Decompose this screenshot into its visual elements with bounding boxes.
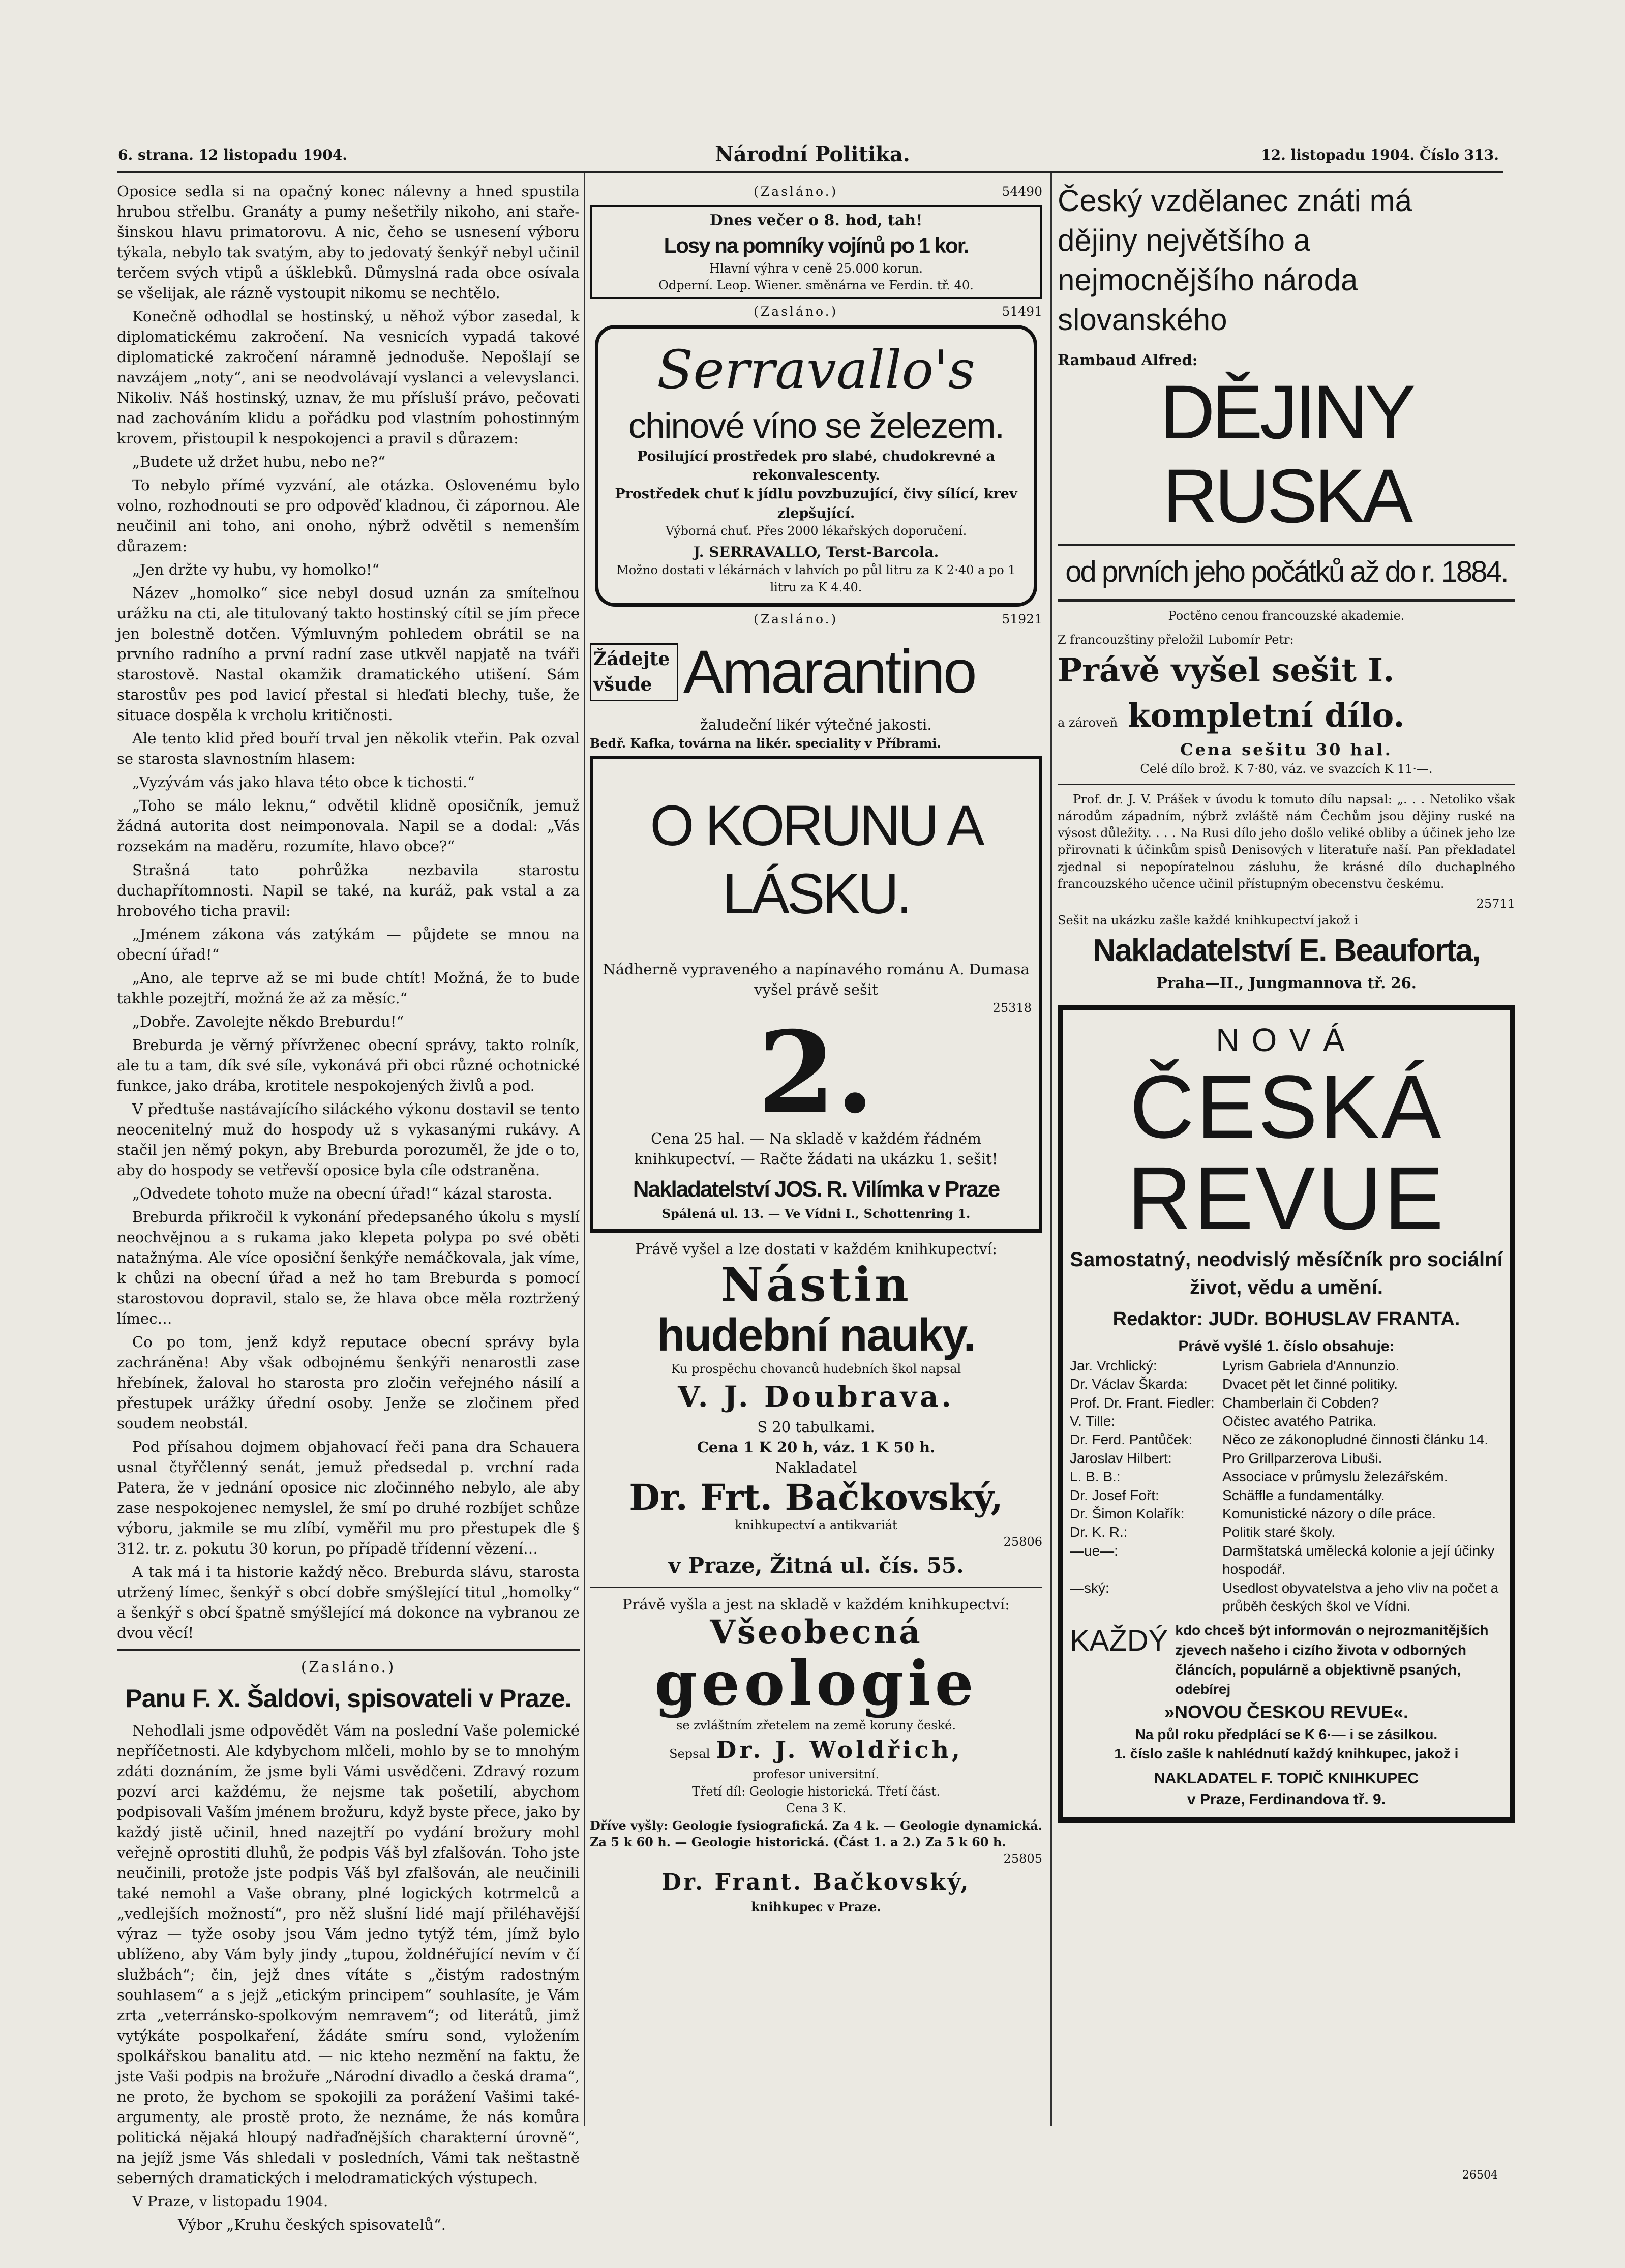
- ruska-issue: Právě vyšel sešit I.: [1058, 651, 1395, 690]
- dumas-price: Cena 25 hal. — Na skladě v každém řádném knihkupectví. — Račte žádati na ukázku 1. sešit!: [634, 1129, 998, 1168]
- column-divider-1: [584, 173, 585, 2126]
- backovsky-address: v Praze, Žitná ul. čís. 55.: [668, 1553, 964, 1578]
- header-date-left: 6. strana. 12 listopadu 1904.: [118, 146, 348, 163]
- ad-code: 51491: [1002, 304, 1042, 319]
- ruska-author: Rambaud Alfred:: [1058, 351, 1198, 369]
- lottery-line: Odperní. Leop. Wiener. směnárna ve Ferdin. tř. 40.: [658, 278, 974, 292]
- list-item: [1070, 1542, 1503, 1579]
- contents-author: Dr. K. R.:: [1070, 1524, 1128, 1540]
- beaufort-address: Praha—II., Jungmannova tř. 26.: [1156, 974, 1417, 992]
- ruska-subtitle: od prvních jeho počátků až do r. 1884.: [1065, 555, 1508, 589]
- amarantino-ask: Žádejte všude: [590, 643, 678, 701]
- doubrava-title: Nástin: [720, 1257, 912, 1312]
- letter-signature: Výbor „Kruhu českých spisovatelů“.: [178, 2216, 446, 2234]
- article-paragraph: „Jménem zákona vás zatýkám — půjdete se mnou na obecní úřad!“: [117, 925, 580, 963]
- amarantino-maker: Bedř. Kafka, továrna na likér. speciality v Příbrami.: [590, 735, 941, 751]
- list-item: [1070, 1357, 1503, 1375]
- doubrava-title: hudební nauky.: [657, 1309, 975, 1361]
- ad-header: [590, 303, 1042, 321]
- article-paragraph: Konečně odhodlal se hostinský, u něhož výbor zasedal, k diplomatickému zakročení. Na vesnicích vypadá takové diplomatické zakročení náramně jednoduše. Nepošlají se navzájem „noty“, ani se neodvolávají vyslanci a velevyslanci. Nikoliv. Náš hostinský, uznav, že mu přísluší právo, pečovati nad zachováním klidu a pořádku pod vlastním pohostinným krovem, přistoupil k nespokojenci a pravil s důrazem:: [117, 308, 580, 447]
- article-paragraph: Strašná tato pohrůžka nezbavila starostu duchapřítomnosti. Napil se také, na kuráž, pak vstal a za hrobového ticha pravil:: [117, 861, 580, 919]
- revue-publisher: NAKLADATEL F. TOPIČ KNIHKUPEC: [1154, 1770, 1419, 1787]
- footer-code: 26504: [1462, 2169, 1498, 2182]
- article-paragraph: „Toho se málo leknu,“ odvětil klidně oposičník, jemuž žádná autorita dost neimponovala. Napil se a dodal: „Vás rozsekám na maděru, rozumíte, hlavo obce?“: [117, 797, 580, 855]
- ruska-sample: Sešit na ukázku zašle každé knihkupectví jakož i: [1058, 913, 1358, 928]
- article-paragraph: „Vyzývám vás jako hlava této obce k tichosti.“: [132, 773, 475, 791]
- column-divider-2: [1050, 173, 1052, 2126]
- doubrava-nakl: Nakladatel: [775, 1459, 857, 1477]
- doubrava-desc: Ku prospěchu chovanců hudebních škol napsal: [671, 1361, 961, 1376]
- amarantino-desc: žaludeční likér výtečné jakosti.: [700, 715, 932, 733]
- ad-intro: Právě vyšel a lze dostati v každém knihkupectví:: [635, 1240, 997, 1258]
- article-paragraph: Oposice sedla si na opačný konec nálevny a hned spustila hrubou střelbu. Granáty a pumy nešetřily nikoho, ani stařešinskou hlavu primatorovu. A nic, čeho se usnesení výboru týkala, nebylo tak svatým, aby to jedovatý šenkýř nebyl učinil terčem svých vtipů a úšklebků. Důmyslná rada obce osívala se všelijak, ale rázně vystoupit nikomu se nechtělo.: [117, 183, 580, 302]
- revue-nova: NOVÁ: [1216, 1021, 1357, 1058]
- list-item: [1070, 1579, 1503, 1616]
- ad-code: 25711: [1476, 896, 1515, 911]
- serravallo-line: Prostředek chuť k jídlu povzbuzující, čivy sílící, krev zlepšující.: [615, 486, 1017, 521]
- contents-title: Associace v průmyslu železářském.: [1222, 1469, 1448, 1485]
- separator: [590, 1587, 1042, 1588]
- dumas-desc: Nádherně vypraveného a napínavého románu A. Dumasa vyšel právě sešit: [603, 960, 1030, 998]
- separator: [117, 1649, 580, 1651]
- backovsky-name: Dr. Frant. Bačkovský,: [661, 1869, 971, 1896]
- ad-header: [590, 183, 1042, 201]
- separator: [1058, 784, 1515, 785]
- contents-title: Dvacet pět let činné politiky.: [1222, 1376, 1398, 1392]
- contents-title: Chamberlain či Cobden?: [1222, 1394, 1379, 1411]
- separator: [1058, 544, 1515, 546]
- geology-title: Všeobecná: [710, 1613, 922, 1651]
- ruska-issue: kompletní dílo.: [1128, 696, 1405, 735]
- dumas-title: O KORUNU A LÁSKU.: [650, 793, 982, 926]
- backovsky-name: Dr. Frt. Bačkovský,: [629, 1476, 1003, 1519]
- article-paragraph: Ale tento klid před bouří trval jen několik vteřin. Pak ozval se starosta slavnostním hlasem:: [117, 730, 580, 768]
- revue-contents-list: [1070, 1357, 1503, 1616]
- lottery-ad: [590, 205, 1042, 300]
- geology-prof: profesor universitní.: [753, 1767, 880, 1782]
- letter-place: V Praze, v listopadu 1904.: [132, 2193, 328, 2211]
- article-paragraph: A tak má i ta historie každý něco. Breburda slávu, starosta utržený límec, šenkýř s obcí dobře smýšlející titul „homolky“ a šenkýř s obcí špatně smýšlející má dokonce na vybranou ze dvou věcí!: [117, 1563, 580, 1642]
- article-paragraph: „Jen držte vy hubu, vy homolko!“: [132, 561, 380, 579]
- serravallo-line: Posilující prostředek pro slabé, chudokrevné a rekonvalescenty.: [637, 448, 995, 483]
- amarantino-ad: [590, 630, 1042, 714]
- ruska-full-price: Celé dílo brož. K 7·80, váz. ve svazcích K 11·—.: [1140, 762, 1433, 777]
- lottery-line: Dnes večer o 8. hod, tah!: [709, 211, 923, 229]
- contents-title: Očistec avatého Patrika.: [1222, 1413, 1377, 1429]
- ruska-award: Poctěno cenou francouzské akademie.: [1168, 609, 1405, 623]
- ruska-intro: Prof. dr. J. V. Prášek v úvodu k tomuto dílu napsal: „. . . Netoliko však národům západním, nýbrž zvláště nám Čechům jsou dějiny ruské na výsost důležity. . . . Na Rusi dílo jeho došlo veliké obliby a účinek jeho lze přirovnati k účinkům spisů Denisových v literatuře naší. Pan překladatel zjednal si nepopíratelnou zásluhu, že krásné dílo duchaplného francouzského učence učinil přístupným obecenstvu českému.: [1058, 792, 1515, 891]
- letter-title: Panu F. X. Šaldovi, spisovateli v Praze.: [125, 1684, 571, 1713]
- ruska-issue-price: Cena sešitu 30 hal.: [1180, 739, 1393, 759]
- revue-subscribe: »NOVOU ČESKOU REVUE«.: [1164, 1701, 1409, 1722]
- zaslano-label: (Zasláno.): [754, 611, 838, 626]
- doubrava-tables: S 20 tabulkami.: [757, 1418, 875, 1436]
- contents-title: Lyrism Gabriela d'Annunzio.: [1222, 1357, 1400, 1374]
- lottery-headline: Losy na pomníky vojínů po 1 kor.: [664, 233, 969, 257]
- geology-price: Cena 3 K.: [786, 1801, 847, 1815]
- dumas-number: 2.: [758, 1006, 875, 1138]
- list-item: [1070, 1505, 1503, 1523]
- contents-title: Schäffle a fundamentálky.: [1222, 1487, 1385, 1503]
- list-item: [1070, 1523, 1503, 1541]
- contents-author: Jaroslav Hilbert:: [1070, 1450, 1172, 1466]
- column-ads-right: [1058, 181, 1515, 1827]
- ad-code: 25805: [1003, 1852, 1042, 1866]
- ruska-translator: Z francouzštiny přeložil Lubomír Petr:: [1058, 633, 1294, 647]
- revue-contents-head: Právě vyšlé 1. číslo obsahuje:: [1178, 1337, 1395, 1355]
- serravallo-line: Možno dostati v lékárnách v lahvích po půl litru za K 2·40 a po 1 litru za K 4.40.: [616, 563, 1016, 594]
- list-item: [1070, 1394, 1503, 1412]
- backovsky-desc: knihkupec v Praze.: [751, 1899, 881, 1914]
- article-paragraph: V předtuše nastávajícího siláckého výkonu dostavil se tento neocenitelný muž do hospody už s vykasanými rukávy. A stačil jen němý pokyn, aby Breburda porozuměl, že jde o to, aby do hospody se vetřevší oposice byla cíle odstraněna.: [117, 1100, 580, 1179]
- zaslano-label: (Zasláno.): [300, 1658, 396, 1676]
- dumas-publisher: Nakladatelství JOS. R. Vilímka v Praze: [633, 1176, 1000, 1202]
- contents-author: L. B. B.:: [1070, 1469, 1121, 1485]
- revue-desc: Samostatný, neodvislý měsíčník pro sociální život, vědu a umění.: [1070, 1248, 1503, 1299]
- list-item: [1070, 1468, 1503, 1486]
- article-paragraph: To nebylo přímé vyzvání, ale otázka. Oslovenému bylo volno, rozhodnouti se pro odpověď kladnou, či zápornou. Ale neučinil ani toho, ani onoho, nýbrž odvětil s nemenším důrazem:: [117, 476, 580, 555]
- list-item: [1070, 1375, 1503, 1393]
- geology-author: Dr. J. Woldřich,: [716, 1736, 963, 1764]
- doubrava-author: V. J. Doubrava.: [678, 1380, 954, 1414]
- article-paragraph: Co po tom, jenž když reputace obecní správy byla zachráněna! Aby však odbojnému šenkýři nenarostli zase hřebínek, žaloval ho starosta pro zločin veřejného násilí a přestupek urážky úřední osoby. Jenže se zločinem před soudem neobstál.: [117, 1333, 580, 1432]
- geology-desc: se zvláštním zřetelem na země koruny české.: [676, 1718, 956, 1733]
- column-article: [117, 181, 580, 2238]
- letter-body: Nehodlali jsme odpovědět Vám na poslední Vaše polemické nepříčetnosti. Ale kdybychom mlčeli, mohlo by se to mnohým zdáti doznáním, že jsme byli Vámi usvědčeni. Zdravý rozum pozví arci každému, že nejsme tak pošetilí, abychom podpisovali Vaším jménem brožuru, když byste přece, jako by každý jistě učinil, hned nazejtří po vydání brožury mohl veřejně oprostiti dluhů, že podpis Váš byl zfalšován. Toho jste neučinili, protože jste podpis Váš byl zfalšován, ale neučinili také nemohl a Vaše obrany, plné logických kotrmelců a „vedlejších možností“, pro něž slušní lidé mají přiléhavější výraz — tyže osoby jsou Vám jedno tytýž tém, jímž bylo ublíženo, aby Vám byly jindy „tupou, žoldnéřující nevím v čí službách“; čin, jejž dnes vítáte s „čistým radostným souhlasem“ a s jejž „etickým principem“ souhlasíte, je Vám zrta „veterránsko-spolkovým nemravem“; od literátů, jimž vytýkáte pospolkaření, žádáte smíru sond, vyložením spolkářskou banalitu atd. — nic kteho nezmění na faktu, že jste Vaši podpis na brožuře „Národní divadlo a česká drama“, ne proto, že bychom se spokojili za porážení Vašimi také-argumenty, ale prostě proto, že neznáme, že nás komůra politická nějaká hloupý nadřaďnějších charakterní úrovně“, na jejíž jsme Vás shledali v posledních, Vámi tak neštastně seberných dramatických i melodramatických výstupech.: [117, 1722, 580, 2187]
- ad-code: 51921: [1002, 611, 1042, 626]
- revue-editor: Redaktor: JUDr. BOHUSLAV FRANTA.: [1112, 1308, 1460, 1330]
- article-paragraph: „Ano, ale teprve až se mi bude chtít! Možná, že to bude takhle pozejtří, možná že až za měsíc.“: [117, 969, 580, 1007]
- article-paragraph: Název „homolko“ sice nebyl dosud uznán za smíteľnou urážku na cti, ale titulovaný takto hostinský cítil se jím přece jen bolestně dotčen. Výmluvným pohledem obrátil se na prvního radního a první radní zase utkvěl napjatě na tváři starostově. Nastal okamžik dramatického utišení. Sám starostův pes pod lavicí přestal si hleďati blechy, tuše, že situace dospěla k vrcholu kritičnosti.: [117, 584, 580, 724]
- geology-earlier: Dříve vyšly: Geologie fysiografická. Za 4 k. — Geologie dynamická. Za 5 k 60 h. — Geologie historická. (Část 1. a 2.) Za 5 k 60 h.: [590, 1817, 1042, 1849]
- ad-code: 25318: [992, 1000, 1032, 1015]
- contents-author: Dr. Václav Škarda:: [1070, 1376, 1188, 1392]
- list-item: [1070, 1430, 1503, 1449]
- ruska-head-line: dějiny největšího a nejmocnějšího národa slovanského: [1058, 223, 1358, 337]
- revue-revue: REVUE: [1127, 1148, 1446, 1248]
- list-item: [1070, 1449, 1503, 1468]
- separator: [1058, 599, 1515, 602]
- serravallo-ad: [595, 325, 1037, 607]
- contents-author: Dr. Šimon Kolařík:: [1070, 1506, 1185, 1522]
- header-rule: [117, 171, 1503, 173]
- zaslano-label: (Zasláno.): [754, 184, 838, 199]
- revue-sample: 1. číslo zašle k nahlédnutí každý knihkupec, jakož i: [1114, 1746, 1459, 1762]
- ad-code: 54490: [1002, 184, 1042, 199]
- geology-sepsal: Sepsal: [669, 1747, 710, 1762]
- woldrich-ad: [590, 1594, 1042, 1915]
- contents-title: Komunistické názory o díle práce.: [1222, 1506, 1436, 1522]
- article-paragraph: Breburda je věrný přívrženec obecní správy, takto rolník, ale tu a tam, dík své síle, vykonává při obci různé ochotnické funkce, jako drába, krotitele nespokojených živlů a pod.: [117, 1036, 580, 1094]
- ad-code: 25806: [1003, 1535, 1042, 1549]
- ruska-head-line: Český vzdělanec znáti má: [1058, 184, 1412, 218]
- list-item: [1070, 1486, 1503, 1505]
- revue-price: Na půl roku předplácí se K 6·— i se zásilkou.: [1135, 1726, 1438, 1742]
- contents-author: —ský:: [1070, 1579, 1109, 1596]
- article-paragraph: „Budete už držet hubu, nebo ne?“: [132, 453, 386, 471]
- geology-title: geologie: [654, 1647, 978, 1719]
- serravallo-product: chinové víno se železem.: [628, 405, 1004, 445]
- ad-header: [590, 611, 1042, 629]
- column-ads: [590, 181, 1042, 1915]
- contents-author: Jar. Vrchlický:: [1070, 1357, 1157, 1374]
- revue-address: v Praze, Ferdinandova tř. 9.: [1187, 1791, 1386, 1808]
- serravallo-maker: J. SERRAVALLO, Terst-Barcola.: [693, 543, 939, 560]
- revue-ceska: ČESKÁ: [1129, 1057, 1443, 1157]
- contents-author: —ue—:: [1070, 1542, 1118, 1559]
- serravallo-brand: Serravallo's: [656, 338, 976, 401]
- dumas-address: Spálená ul. 13. — Ve Vídni I., Schottenring 1.: [661, 1206, 971, 1221]
- header-date-right: 12. listopadu 1904. Číslo 313.: [1261, 146, 1499, 163]
- contents-author: Dr. Ferd. Pantůček:: [1070, 1431, 1193, 1448]
- article-paragraph: „Odvedete tohoto muže na obecní úřad!“ kázal starosta.: [132, 1184, 553, 1202]
- contents-title: Darmštatská umělecká kolonie a její účinky hospodář.: [1222, 1542, 1495, 1577]
- lottery-line: Hlavní výhra v ceně 25.000 korun.: [709, 261, 923, 276]
- serravallo-line: Výborná chuť. Přes 2000 lékařských doporučení.: [665, 523, 967, 538]
- revue-ad: [1058, 1005, 1515, 1823]
- header-masthead: Národní Politika.: [715, 142, 910, 166]
- geology-part: Třetí díl: Geologie historická. Třetí část.: [691, 1784, 941, 1799]
- article-paragraph: Breburda přikročil k vykonání předepsaného úkolu s myslí neochvějnou a s rukama jako klepeta polypa po své oběti natažnýma. Ale více oposiční šenkýře nemáčkovala, jak víme, k chůzi na obecní úřad a než ho tam Breburda s pomocí starostovou dopravil, stalo se, že hlava obce měla roztržený límec…: [117, 1208, 580, 1327]
- amarantino-brand: Amarantino: [683, 638, 975, 706]
- beaufort-name: Nakladatelství E. Beauforta,: [1093, 933, 1480, 969]
- doubrava-ad: [590, 1239, 1042, 1580]
- article-paragraph: „Dobře. Zavolejte někdo Breburdu!“: [132, 1012, 404, 1030]
- contents-title: Pro Grillparzerova Libuši.: [1222, 1450, 1382, 1466]
- revue-kazdy-text: kdo chceš být informován o nejrozmanitějších zjevech našeho i cizího života v odborných článcích, populárně a objektivně psaných, odebírej: [1175, 1622, 1489, 1697]
- revue-kazdy: KAŽDÝ: [1070, 1624, 1168, 1658]
- backovsky-desc: knihkupectví a antikvariát: [735, 1518, 897, 1533]
- contents-title: Něco ze zákonopludné činnosti článku 14.: [1222, 1431, 1489, 1448]
- contents-author: V. Tille:: [1070, 1413, 1116, 1429]
- contents-author: Prof. Dr. Frant. Fiedler:: [1070, 1394, 1215, 1411]
- ruska-headline: [1058, 181, 1515, 340]
- contents-title: Politik staré školy.: [1222, 1524, 1335, 1540]
- ad-intro: Právě vyšla a jest na skladě v každém knihkupectví:: [622, 1595, 1010, 1613]
- doubrava-price: Cena 1 K 20 h, váz. 1 K 50 h.: [697, 1439, 936, 1456]
- ruska-issue-label: a zároveň: [1058, 715, 1118, 730]
- contents-author: Dr. Josef Fořt:: [1070, 1487, 1159, 1503]
- list-item: [1070, 1412, 1503, 1430]
- zaslano-label: (Zasláno.): [754, 304, 838, 319]
- article-paragraph: Pod přísahou dojmem objahovací řeči pana dra Schauera usnal čtyřčlenný senát, jemuž předsedal p. vrchní rada Patera, že v jednání oposice nic zločinného nebylo, ale aby zase nespokojenec nemyslel, že smí po druhé rozbíjet schůze výboru, jakmile se mu zlíbí, vyměřil mu pro přestupek dle § 312. tr. z. pokutu 30 korun, po případě třídenní vězení…: [117, 1438, 580, 1557]
- dumas-ad: [590, 756, 1042, 1233]
- ruska-title: DĚJINY RUSKA: [1160, 369, 1413, 539]
- contents-title: Usedlost obyvatelstva a jeho vliv na počet a průběh českých škol ve Vídni.: [1222, 1579, 1499, 1614]
